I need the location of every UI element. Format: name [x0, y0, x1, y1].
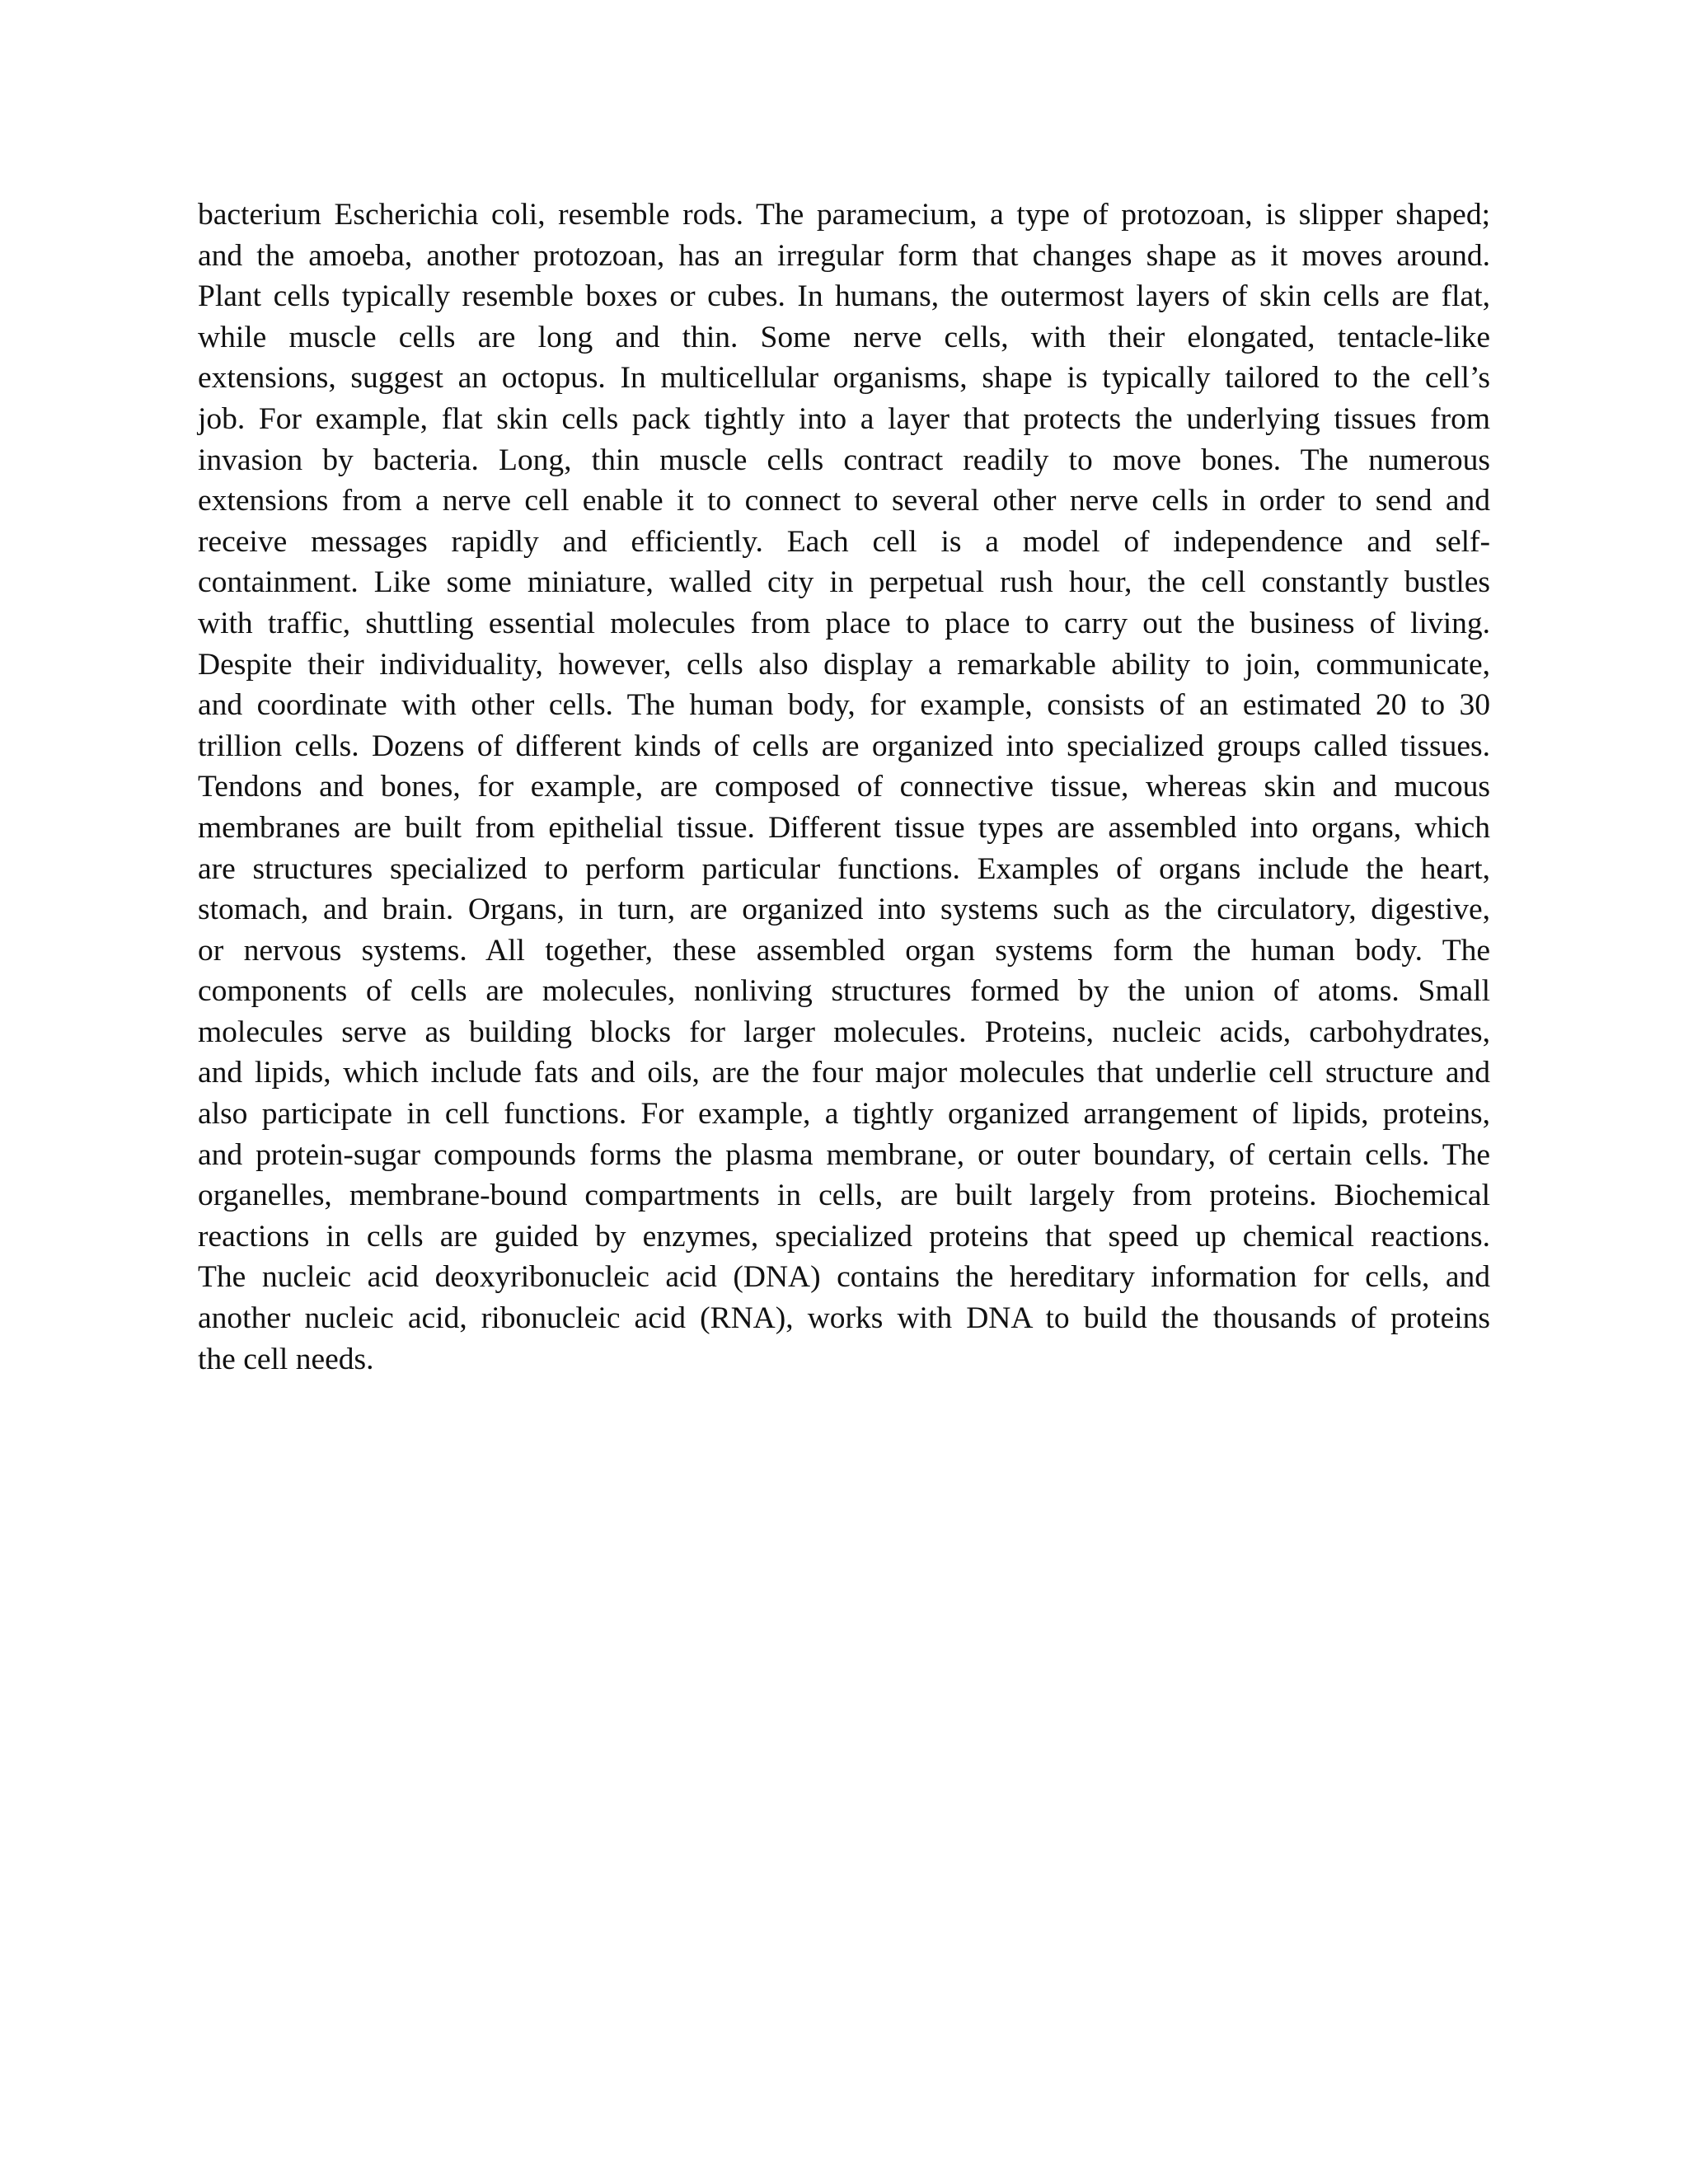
text-line: bacterium Escherichia coli, resemble rods. The paramecium, a type of protozoan, is slipper shaped; — [198, 198, 1490, 232]
text-line: membranes are built from epithelial tissue. Different tissue types are assembled into organs, which — [198, 810, 1490, 845]
text-line: extensions from a nerve cell enable it to connect to several other nerve cells in order to send and — [198, 484, 1490, 518]
text-line: receive messages rapidly and efficiently. Each cell is a model of independence and self- — [198, 524, 1490, 559]
text-line: stomach, and brain. Organs, in turn, are organized into systems such as the circulatory, digestive, — [198, 893, 1490, 927]
text-line: and the amoeba, another protozoan, has an irregular form that changes shape as it moves around. — [198, 238, 1490, 273]
text-line: Plant cells typically resemble boxes or cubes. In humans, the outermost layers of skin cells are flat, — [198, 279, 1490, 314]
text-line: the cell needs. — [198, 1342, 374, 1376]
text-line: The nucleic acid deoxyribonucleic acid (DNA) contains the hereditary information for cells, and — [198, 1260, 1490, 1295]
text-line: extensions, suggest an octopus. In multicellular organisms, shape is typically tailored to the cell’s — [198, 361, 1490, 396]
text-line: Despite their individuality, however, cells also display a remarkable ability to join, communicate, — [198, 647, 1490, 682]
text-line: reactions in cells are guided by enzymes, specialized proteins that speed up chemical reactions. — [198, 1219, 1490, 1254]
text-line: job. For example, flat skin cells pack tightly into a layer that protects the underlying tissues from — [198, 401, 1490, 436]
body-paragraph — [198, 194, 1490, 1380]
text-line: and protein-sugar compounds forms the plasma membrane, or outer boundary, of certain cells. The — [198, 1137, 1490, 1172]
text-line: also participate in cell functions. For example, a tightly organized arrangement of lipids, proteins, — [198, 1097, 1490, 1132]
text-line: molecules serve as building blocks for larger molecules. Proteins, nucleic acids, carbohydrates, — [198, 1015, 1490, 1049]
text-line: trillion cells. Dozens of different kinds of cells are organized into specialized groups called tissues. — [198, 729, 1490, 763]
text-line: with traffic, shuttling essential molecules from place to place to carry out the business of living. — [198, 606, 1490, 640]
text-line: while muscle cells are long and thin. Some nerve cells, with their elongated, tentacle-like — [198, 320, 1490, 354]
text-line: organelles, membrane-bound compartments in cells, are built largely from proteins. Biochemical — [198, 1179, 1490, 1213]
text-line: are structures specialized to perform particular functions. Examples of organs include the heart, — [198, 851, 1490, 886]
text-line: invasion by bacteria. Long, thin muscle cells contract readily to move bones. The numerous — [198, 443, 1490, 477]
text-line: components of cells are molecules, nonliving structures formed by the union of atoms. Small — [198, 974, 1490, 1009]
text-line: and lipids, which include fats and oils, are the four major molecules that underlie cell structure and — [198, 1056, 1490, 1090]
text-line: containment. Like some miniature, walled city in perpetual rush hour, the cell constantly bustles — [198, 565, 1490, 600]
text-line: Tendons and bones, for example, are composed of connective tissue, whereas skin and mucous — [198, 770, 1490, 804]
text-line: and coordinate with other cells. The human body, for example, consists of an estimated 20 to 30 — [198, 688, 1490, 723]
text-line: another nucleic acid, ribonucleic acid (RNA), works with DNA to build the thousands of proteins — [198, 1301, 1490, 1336]
text-line: or nervous systems. All together, these assembled organ systems form the human body. The — [198, 933, 1490, 968]
